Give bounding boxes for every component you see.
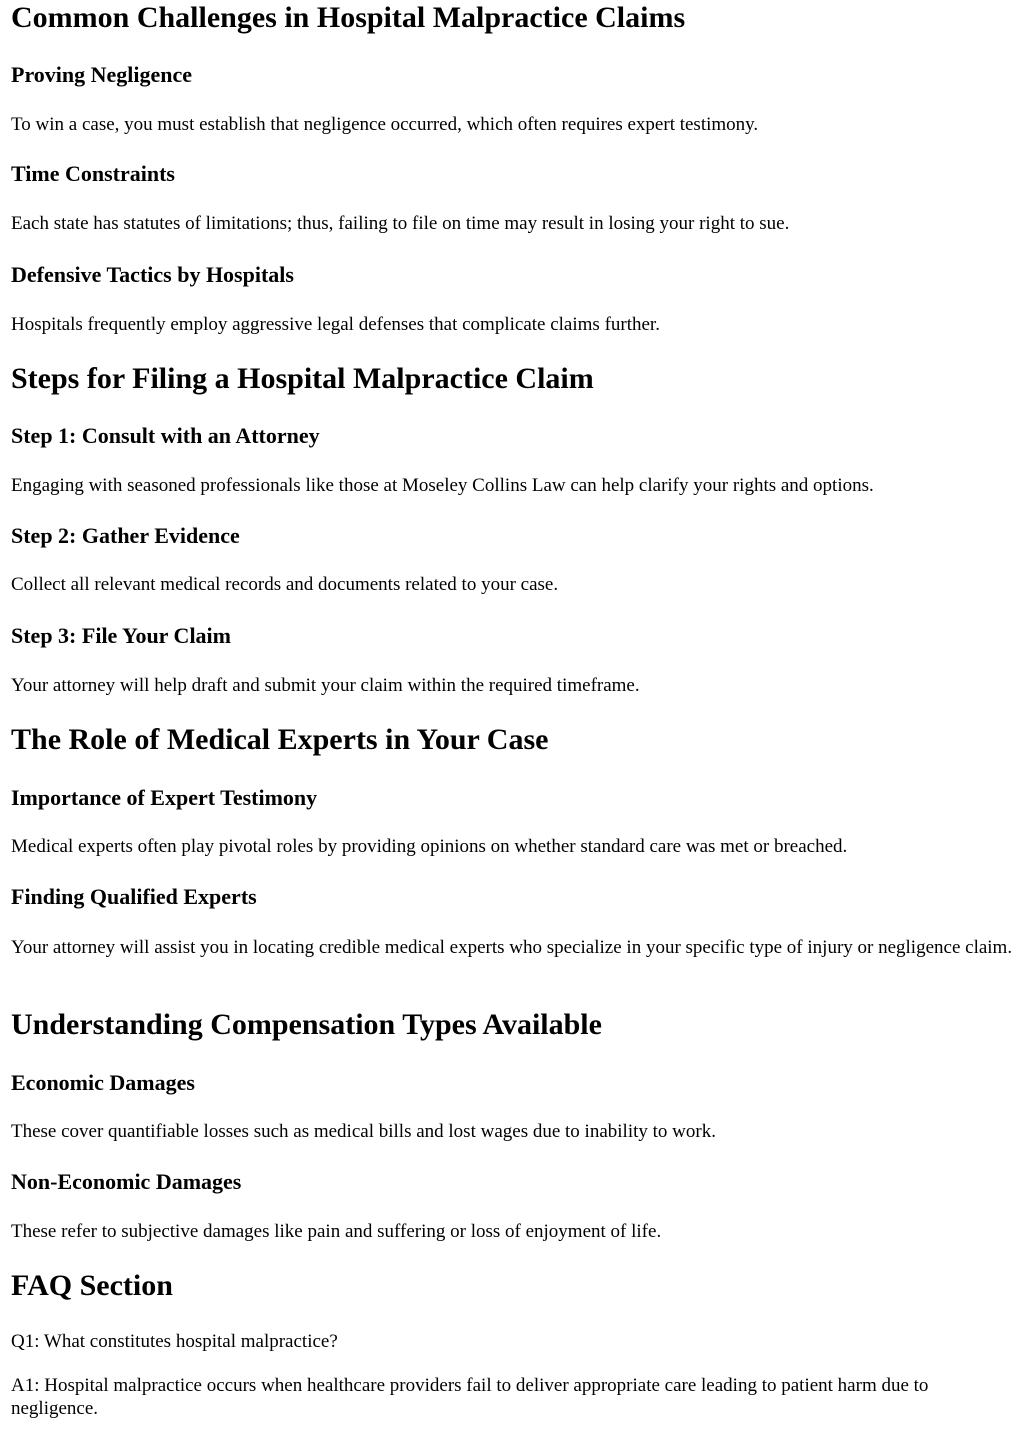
subheading-time-constraints: Time Constraints	[11, 161, 175, 186]
section-heading-common-challenges: Common Challenges in Hospital Malpractice Claims	[11, 1, 686, 34]
subheading-economic-damages: Economic Damages	[11, 1070, 195, 1095]
paragraph-non-economic-damages: These refer to subjective damages like pain and suffering or loss of enjoyment of life.	[11, 1221, 662, 1242]
paragraph-expert-testimony: Medical experts often play pivotal roles by providing opinions on whether standard care was met or breached.	[11, 836, 848, 857]
subheading-step-2: Step 2: Gather Evidence	[11, 523, 240, 548]
paragraph-step-3: Your attorney will help draft and submit your claim within the required timeframe.	[11, 675, 640, 696]
faq-answer: A1: Hospital malpractice occurs when healthcare providers fail to deliver appropriate care leading to patient harm due to negligence.	[11, 1375, 929, 1419]
section-heading-medical-experts: The Role of Medical Experts in Your Case	[11, 723, 549, 756]
paragraph-step-1: Engaging with seasoned professionals like those at Moseley Collins Law can help clarify your rights and options.	[11, 475, 874, 496]
section-heading-compensation-types: Understanding Compensation Types Available	[11, 1008, 602, 1041]
section-heading-faq: FAQ Section	[11, 1269, 173, 1302]
subheading-qualified-experts: Finding Qualified Experts	[11, 884, 257, 909]
paragraph-step-2: Collect all relevant medical records and documents related to your case.	[11, 574, 559, 595]
subheading-proving-negligence: Proving Negligence	[11, 62, 193, 87]
paragraph-economic-damages: These cover quantifiable losses such as medical bills and lost wages due to inability to work.	[11, 1121, 716, 1142]
paragraph-time-constraints: Each state has statutes of limitations; thus, failing to file on time may result in losing your right to sue.	[11, 213, 790, 234]
subheading-non-economic-damages: Non-Economic Damages	[11, 1169, 242, 1194]
paragraph-qualified-experts: Your attorney will assist you in locating credible medical experts who specialize in your specific type of injury or negligence claim.	[11, 937, 1013, 958]
section-heading-filing-steps: Steps for Filing a Hospital Malpractice Claim	[11, 362, 594, 395]
subheading-defensive-tactics: Defensive Tactics by Hospitals	[11, 262, 294, 287]
subheading-step-1: Step 1: Consult with an Attorney	[11, 423, 320, 448]
paragraph-defensive-tactics: Hospitals frequently employ aggressive legal defenses that complicate claims further.	[11, 314, 660, 335]
faq-question: Q1: What constitutes hospital malpractice?	[11, 1331, 338, 1352]
subheading-expert-testimony: Importance of Expert Testimony	[11, 785, 318, 810]
subheading-step-3: Step 3: File Your Claim	[11, 623, 231, 648]
paragraph-proving-negligence: To win a case, you must establish that negligence occurred, which often requires expert testimony.	[11, 114, 759, 135]
